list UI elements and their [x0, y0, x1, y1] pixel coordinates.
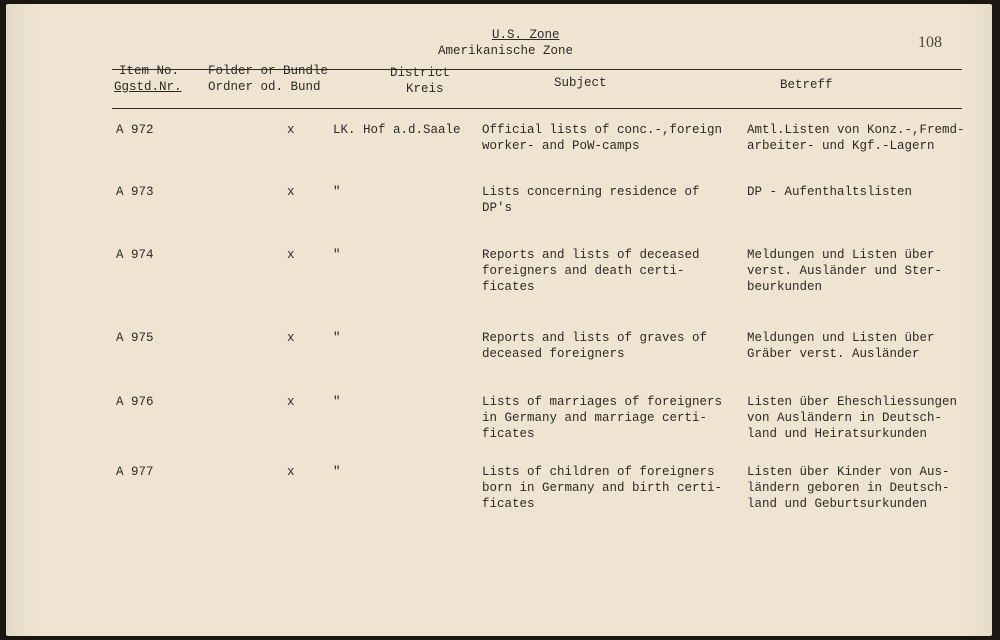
- subject-line: DP's: [482, 201, 513, 215]
- subject-line: Lists of marriages of foreigners: [482, 395, 723, 409]
- district: ": [333, 248, 341, 262]
- betreff-line: verst. Ausländer und Ster-: [747, 264, 943, 278]
- item-number: A 976: [116, 395, 154, 409]
- zone-title-de: Amerikanische Zone: [438, 44, 574, 58]
- betreff-text: [747, 184, 912, 200]
- betreff-text: [747, 122, 965, 154]
- subject-line: ficates: [482, 427, 535, 441]
- betreff-line: arbeiter- und Kgf.-Lagern: [747, 139, 935, 153]
- subject-line: Official lists of conc.-,foreign: [482, 123, 723, 137]
- zone-title-en: U.S. Zone: [492, 28, 560, 42]
- page-number: 108: [918, 34, 942, 51]
- col-header-item-de: Ggstd.Nr.: [114, 80, 182, 94]
- col-header-folder-de: Ordner od. Bund: [208, 80, 321, 94]
- betreff-text: [747, 464, 950, 512]
- subject-line: Lists of children of foreigners: [482, 465, 715, 479]
- subject-text: [482, 247, 700, 295]
- betreff-line: land und Heiratsurkunden: [747, 427, 928, 441]
- col-header-folder-en: Folder or Bundle: [208, 64, 329, 78]
- betreff-line: Gräber verst. Ausländer: [747, 347, 920, 361]
- col-header-subject: Subject: [554, 76, 607, 90]
- district: ": [333, 465, 341, 479]
- subject-line: born in Germany and birth certi-: [482, 481, 723, 495]
- betreff-text: [747, 247, 942, 295]
- betreff-line: land und Geburtsurkunden: [747, 497, 928, 511]
- folder-mark: x: [287, 248, 295, 262]
- betreff-line: DP - Aufenthaltslisten: [747, 185, 913, 199]
- folder-mark: x: [287, 395, 295, 409]
- item-number: A 975: [116, 331, 154, 345]
- betreff-line: Meldungen und Listen über: [747, 248, 935, 262]
- subject-line: ficates: [482, 497, 535, 511]
- folder-mark: x: [287, 123, 295, 137]
- item-number: A 973: [116, 185, 154, 199]
- subject-line: deceased foreigners: [482, 347, 625, 361]
- header-bottom-rule: [112, 108, 962, 109]
- col-header-district-de: Kreis: [406, 82, 444, 96]
- betreff-text: [747, 330, 935, 362]
- subject-line: Lists concerning residence of: [482, 185, 700, 199]
- subject-text: [482, 394, 722, 442]
- betreff-text: [747, 394, 957, 442]
- subject-text: [482, 464, 722, 512]
- item-number: A 972: [116, 123, 154, 137]
- folder-mark: x: [287, 331, 295, 345]
- item-number: A 977: [116, 465, 154, 479]
- subject-text: [482, 184, 700, 216]
- item-number: A 974: [116, 248, 154, 262]
- subject-line: Reports and lists of graves of: [482, 331, 708, 345]
- subject-line: ficates: [482, 280, 535, 294]
- betreff-line: Amtl.Listen von Konz.-,Fremd-: [747, 123, 965, 137]
- col-header-district-en: District: [390, 66, 451, 80]
- col-header-item-en: Item No.: [119, 64, 180, 78]
- betreff-line: Listen über Kinder von Aus-: [747, 465, 950, 479]
- district: ": [333, 185, 341, 199]
- subject-text: [482, 330, 707, 362]
- betreff-line: Meldungen und Listen über: [747, 331, 935, 345]
- subject-line: worker- and PoW-camps: [482, 139, 640, 153]
- subject-line: foreigners and death certi-: [482, 264, 685, 278]
- betreff-line: ländern geboren in Deutsch-: [747, 481, 950, 495]
- betreff-line: von Ausländern in Deutsch-: [747, 411, 943, 425]
- document-page: [6, 4, 992, 636]
- subject-line: in Germany and marriage certi-: [482, 411, 708, 425]
- col-header-betreff: Betreff: [780, 78, 833, 92]
- district: ": [333, 331, 341, 345]
- district: ": [333, 395, 341, 409]
- district: LK. Hof a.d.Saale: [333, 123, 461, 137]
- betreff-line: beurkunden: [747, 280, 823, 294]
- folder-mark: x: [287, 465, 295, 479]
- subject-text: [482, 122, 722, 154]
- betreff-line: Listen über Eheschliessungen: [747, 395, 958, 409]
- subject-line: Reports and lists of deceased: [482, 248, 700, 262]
- folder-mark: x: [287, 185, 295, 199]
